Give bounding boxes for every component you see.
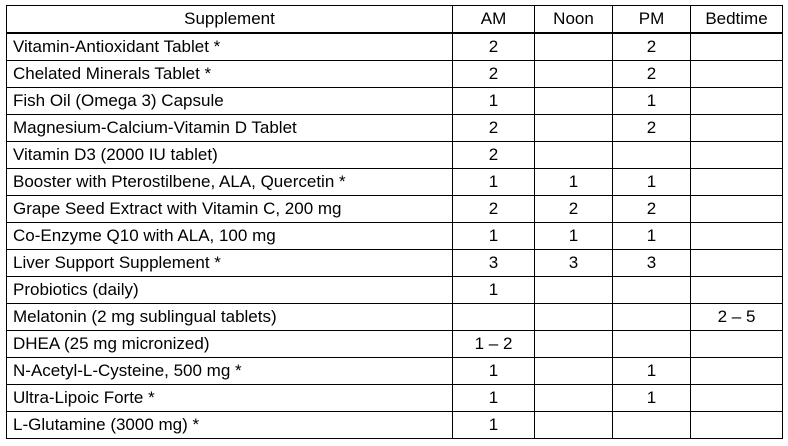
pm-dose-cell [613, 142, 691, 169]
table-row [7, 250, 783, 277]
bedtime-dose-cell [691, 385, 783, 412]
supplement-name-cell: Fish Oil (Omega 3) Capsule [7, 88, 453, 115]
supplement-name-cell: Chelated Minerals Tablet * [7, 61, 453, 88]
noon-dose-cell [535, 385, 613, 412]
noon-dose-cell [535, 142, 613, 169]
pm-dose-cell: 3 [613, 250, 691, 277]
bedtime-dose-cell [691, 223, 783, 250]
supplement-name-cell: Booster with Pterostilbene, ALA, Quercetin * [7, 169, 453, 196]
pm-dose-cell [613, 331, 691, 358]
am-dose-cell: 1 – 2 [453, 331, 535, 358]
am-dose-cell: 2 [453, 115, 535, 142]
noon-dose-cell [535, 304, 613, 331]
table-row [7, 277, 783, 304]
supplement-name-cell: Vitamin D3 (2000 IU tablet) [7, 142, 453, 169]
bedtime-dose-cell [691, 358, 783, 385]
am-dose-cell: 1 [453, 88, 535, 115]
table-row [7, 61, 783, 88]
am-dose-cell: 3 [453, 250, 535, 277]
bedtime-dose-cell [691, 115, 783, 142]
header-pm: PM [613, 6, 691, 34]
bedtime-dose-cell [691, 277, 783, 304]
table-row [7, 385, 783, 412]
am-dose-cell: 1 [453, 169, 535, 196]
am-dose-cell: 2 [453, 196, 535, 223]
table-row [7, 142, 783, 169]
pm-dose-cell: 2 [613, 61, 691, 88]
am-dose-cell: 2 [453, 33, 535, 61]
noon-dose-cell [535, 33, 613, 61]
am-dose-cell: 2 [453, 61, 535, 88]
noon-dose-cell: 1 [535, 169, 613, 196]
supplement-name-cell: DHEA (25 mg micronized) [7, 331, 453, 358]
noon-dose-cell: 3 [535, 250, 613, 277]
header-bedtime: Bedtime [691, 6, 783, 34]
supplement-name-cell: Ultra-Lipoic Forte * [7, 385, 453, 412]
header-noon: Noon [535, 6, 613, 34]
table-row [7, 412, 783, 439]
am-dose-cell: 1 [453, 277, 535, 304]
noon-dose-cell: 2 [535, 196, 613, 223]
am-dose-cell: 2 [453, 142, 535, 169]
table-row [7, 304, 783, 331]
noon-dose-cell [535, 412, 613, 439]
noon-dose-cell [535, 331, 613, 358]
supplement-name-cell: N-Acetyl-L-Cysteine, 500 mg * [7, 358, 453, 385]
noon-dose-cell [535, 88, 613, 115]
supplement-name-cell: Magnesium-Calcium-Vitamin D Tablet [7, 115, 453, 142]
pm-dose-cell [613, 304, 691, 331]
table-row [7, 223, 783, 250]
noon-dose-cell [535, 358, 613, 385]
bedtime-dose-cell [691, 88, 783, 115]
noon-dose-cell [535, 277, 613, 304]
table-row [7, 33, 783, 61]
am-dose-cell: 1 [453, 358, 535, 385]
bedtime-dose-cell [691, 169, 783, 196]
am-dose-cell [453, 304, 535, 331]
am-dose-cell: 1 [453, 223, 535, 250]
bedtime-dose-cell: 2 – 5 [691, 304, 783, 331]
bedtime-dose-cell [691, 250, 783, 277]
supplement-name-cell: Co-Enzyme Q10 with ALA, 100 mg [7, 223, 453, 250]
supplement-name-cell: L-Glutamine (3000 mg) * [7, 412, 453, 439]
pm-dose-cell: 2 [613, 196, 691, 223]
pm-dose-cell: 2 [613, 115, 691, 142]
bedtime-dose-cell [691, 142, 783, 169]
supplement-name-cell: Vitamin-Antioxidant Tablet * [7, 33, 453, 61]
pm-dose-cell: 1 [613, 358, 691, 385]
noon-dose-cell [535, 115, 613, 142]
noon-dose-cell [535, 61, 613, 88]
bedtime-dose-cell [691, 331, 783, 358]
noon-dose-cell: 1 [535, 223, 613, 250]
pm-dose-cell [613, 277, 691, 304]
bedtime-dose-cell [691, 33, 783, 61]
table-row [7, 358, 783, 385]
pm-dose-cell: 1 [613, 169, 691, 196]
pm-dose-cell: 1 [613, 385, 691, 412]
supplement-name-cell: Probiotics (daily) [7, 277, 453, 304]
table-row [7, 196, 783, 223]
pm-dose-cell: 1 [613, 223, 691, 250]
pm-dose-cell: 1 [613, 88, 691, 115]
supplement-name-cell: Melatonin (2 mg sublingual tablets) [7, 304, 453, 331]
pm-dose-cell [613, 412, 691, 439]
supplement-name-cell: Liver Support Supplement * [7, 250, 453, 277]
supplement-name-cell: Grape Seed Extract with Vitamin C, 200 mg [7, 196, 453, 223]
header-supplement: Supplement [7, 6, 453, 34]
am-dose-cell: 1 [453, 412, 535, 439]
bedtime-dose-cell [691, 412, 783, 439]
pm-dose-cell: 2 [613, 33, 691, 61]
table-row [7, 88, 783, 115]
table-row [7, 169, 783, 196]
table-row [7, 115, 783, 142]
table-body [7, 33, 783, 439]
am-dose-cell: 1 [453, 385, 535, 412]
bedtime-dose-cell [691, 61, 783, 88]
table-row [7, 331, 783, 358]
bedtime-dose-cell [691, 196, 783, 223]
supplement-schedule-table [6, 5, 783, 439]
header-am: AM [453, 6, 535, 34]
header-row [7, 6, 783, 34]
